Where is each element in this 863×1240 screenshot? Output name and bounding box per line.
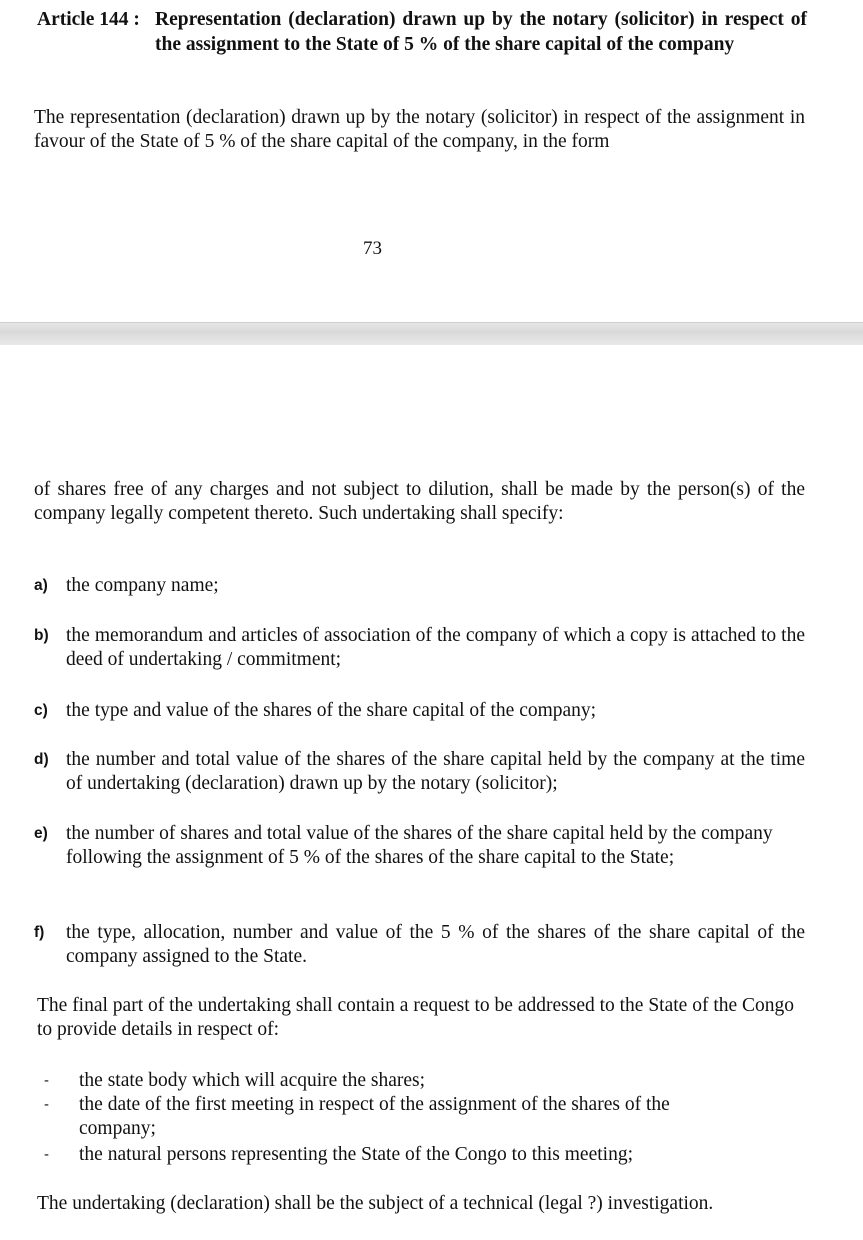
dash-item-text: the date of the first meeting in respect of the assignment of the shares of the company; [79, 1094, 670, 1139]
list-marker: b) [34, 627, 49, 644]
page-separator [0, 322, 863, 346]
list-item [34, 921, 805, 969]
list-item [34, 574, 805, 598]
list-marker: f) [34, 924, 45, 941]
article-number: Article 144 : [37, 9, 140, 30]
closing-paragraph: The undertaking (declaration) shall be the subject of a technical (legal ?) investigation. [37, 1193, 714, 1214]
list-item [34, 624, 805, 672]
dash-marker: - [44, 1072, 49, 1089]
dash-marker: - [44, 1096, 49, 1113]
dash-list-item [44, 1143, 744, 1167]
list-item-text: the number and total value of the shares of the share capital held by the company at the time of undertaking (declaration) drawn up by the notary (solicitor); [66, 749, 805, 794]
article-title: Representation (declaration) drawn up by the notary (solicitor) in respect of the assignment to the State of 5 % of the share capital of the company [155, 9, 807, 55]
list-item-text: the type and value of the shares of the share capital of the company; [66, 700, 597, 721]
list-item [34, 822, 779, 870]
list-marker: d) [34, 751, 49, 768]
list-item-text: the memorandum and articles of association of the company of which a copy is attached to the deed of undertaking / commitment; [66, 625, 805, 670]
list-item-text: the number of shares and total value of the shares of the share capital held by the company following the assignment of 5 % of the shares of the share capital to the State; [66, 823, 773, 868]
dash-item-text: the natural persons representing the State of the Congo to this meeting; [79, 1144, 633, 1165]
article-heading [37, 7, 807, 57]
list-item-text: the type, allocation, number and value of the 5 % of the shares of the share capital of the company assigned to the State. [66, 922, 805, 967]
dash-list-item [44, 1093, 744, 1141]
page-73-bottom [0, 0, 863, 322]
dash-item-text: the state body which will acquire the shares; [79, 1070, 426, 1091]
list-item [34, 699, 805, 723]
list-marker: a) [34, 577, 48, 594]
list-item [34, 748, 805, 796]
list-marker: c) [34, 702, 48, 719]
page-number: 73 [363, 238, 382, 259]
list-item-text: the company name; [66, 575, 219, 596]
list-marker: e) [34, 825, 48, 842]
dash-list-item [44, 1069, 744, 1093]
final-part-paragraph: The final part of the undertaking shall contain a request to be addressed to the State of the Congo to provide details in respect of: [37, 995, 795, 1040]
intro-paragraph: The representation (declaration) drawn up by the notary (solicitor) in respect of the assignment in favour of the State of 5 % of the share capital of the company, in the form [34, 107, 805, 152]
dash-marker: - [44, 1146, 49, 1163]
continuation-paragraph: of shares free of any charges and not subject to dilution, shall be made by the person(s) of the company legally competent thereto. Such undertaking shall specify: [34, 479, 805, 524]
